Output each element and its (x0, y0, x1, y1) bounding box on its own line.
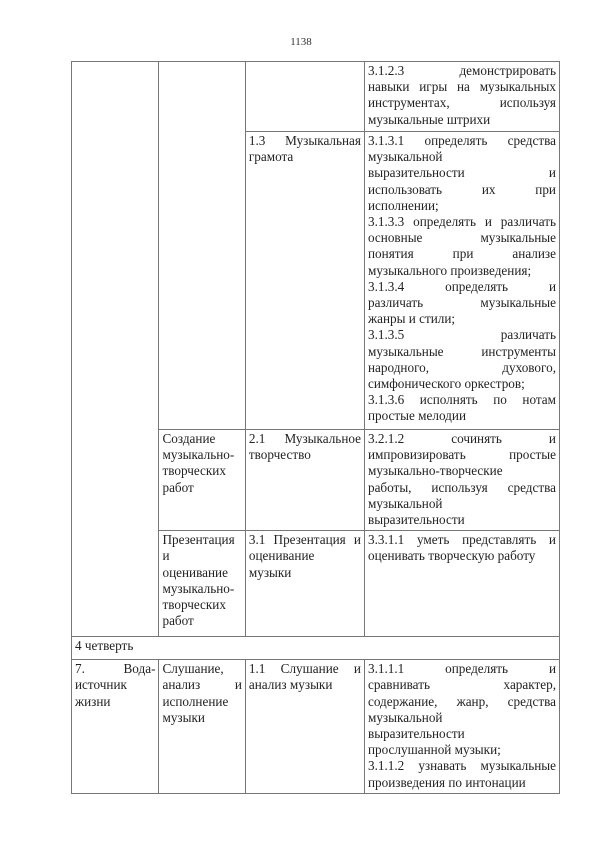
table-row (72, 660, 560, 794)
quarter-row (72, 637, 560, 660)
text-line: и (162, 548, 170, 564)
section-cell-empty (159, 62, 245, 430)
subsection-cell (245, 132, 364, 430)
text-line: 3.1.3.1 определять средства (367, 133, 556, 148)
text-line: произведения по интонации (367, 774, 526, 790)
text-line: 3.1.3.3 определять и различать (367, 214, 556, 230)
text-line: музыкальные штрихи (367, 111, 491, 127)
text-line: оценивание (162, 564, 228, 580)
text-line: музыкальной (367, 495, 443, 511)
text-line: творчество (248, 447, 311, 463)
text-line: оценивать творческую работу (367, 548, 536, 564)
text-line: выразительности и (367, 165, 556, 181)
text-line: исполнении; (367, 197, 439, 213)
section-cell (159, 660, 245, 794)
text-line: 3.1.3.4 определять и (367, 278, 556, 294)
text-line: музыкального произведения; (367, 262, 532, 278)
text-line: 2.1 Музыкальное (248, 431, 361, 446)
page-number: 1138 (290, 36, 312, 48)
text-line: выразительности (367, 726, 465, 742)
text-line: музыки (248, 564, 292, 580)
text-line: жизни (75, 693, 111, 709)
text-line: исполнение (162, 693, 229, 709)
text-line: 3.1 Презентация и (248, 532, 361, 548)
text-line: 1.1 Слушание и (248, 661, 361, 677)
topic-cell-empty (72, 62, 159, 637)
text-line: симфонического оркестров; (367, 376, 525, 392)
text-line: музыки (162, 709, 205, 725)
text-line: 3.1.1.1 определять и (367, 661, 556, 677)
text-line: музыкально- (162, 580, 235, 596)
outcome-cell (364, 132, 559, 430)
text-line: навыки игры на музыкальных (367, 79, 556, 95)
text-line: импровизировать простые (367, 447, 556, 463)
text-line: 3.1.3.5 различать (367, 327, 556, 343)
outcome-cell (364, 62, 559, 132)
text-line: выразительности (367, 512, 465, 528)
text-line: жанры и стили; (367, 311, 456, 327)
text-line: 3.1.3.6 исполнять по нотам (367, 392, 556, 408)
text-line: грамота (248, 149, 294, 165)
section-cell (159, 531, 245, 637)
text-line: инструментах, используя (367, 95, 556, 111)
text-line: анализ и (162, 677, 242, 693)
text-line: Создание (162, 431, 216, 446)
text-line: прослушанной музыки; (367, 742, 501, 758)
text-line: 3.1.1.2 узнавать музыкальные (367, 758, 556, 774)
table-row (72, 62, 560, 132)
text-line: работ (162, 479, 194, 495)
text-line: различать музыкальные (367, 295, 556, 311)
section-cell (159, 430, 245, 531)
text-line: народного, духового, (367, 359, 556, 375)
text-line: творческих (162, 463, 226, 479)
outcome-cell (364, 660, 559, 794)
text-line: основные музыкальные (367, 230, 556, 246)
text-line: анализ музыки (248, 677, 333, 693)
subsection-cell (245, 430, 364, 531)
text-line: работ (162, 613, 194, 629)
subsection-cell (245, 531, 364, 637)
text-line: музыкальной (367, 149, 443, 165)
text-line: Слушание, (162, 661, 224, 677)
text-line: оценивание (248, 548, 315, 564)
topic-cell (72, 660, 159, 794)
outcome-cell (364, 531, 559, 637)
text-line: музыкально-творческие (367, 463, 503, 479)
text-line: работы, используя средства (367, 479, 556, 495)
outcome-cell (364, 430, 559, 531)
text-line: Презентация (162, 532, 235, 548)
text-line: использовать их при (367, 181, 556, 197)
subsection-cell-empty (245, 62, 364, 132)
subsection-cell (245, 660, 364, 794)
text-line: источник (75, 677, 127, 693)
text-line: музыкально- (162, 447, 235, 463)
text-line: 7. Вода- (75, 661, 156, 677)
text-line: понятия при анализе (367, 246, 556, 262)
text-line: 3.3.1.1 уметь представлять и (367, 532, 556, 548)
text-line: 3.1.2.3 демонстрировать (367, 63, 556, 78)
text-line: 3.2.1.2 сочинять и (367, 431, 556, 446)
text-line: музыкальной (367, 709, 443, 725)
text-line: простые мелодии (367, 408, 467, 424)
text-line: творческих (162, 597, 226, 613)
curriculum-table (71, 61, 560, 794)
text-line: сравнивать характер, (367, 677, 556, 693)
text-line: музыкальные инструменты (367, 343, 556, 359)
text-line: 1.3 Музыкальная (248, 133, 361, 148)
text-line: содержание, жанр, средства (367, 693, 556, 709)
quarter-label: 4 четверть (72, 637, 560, 660)
